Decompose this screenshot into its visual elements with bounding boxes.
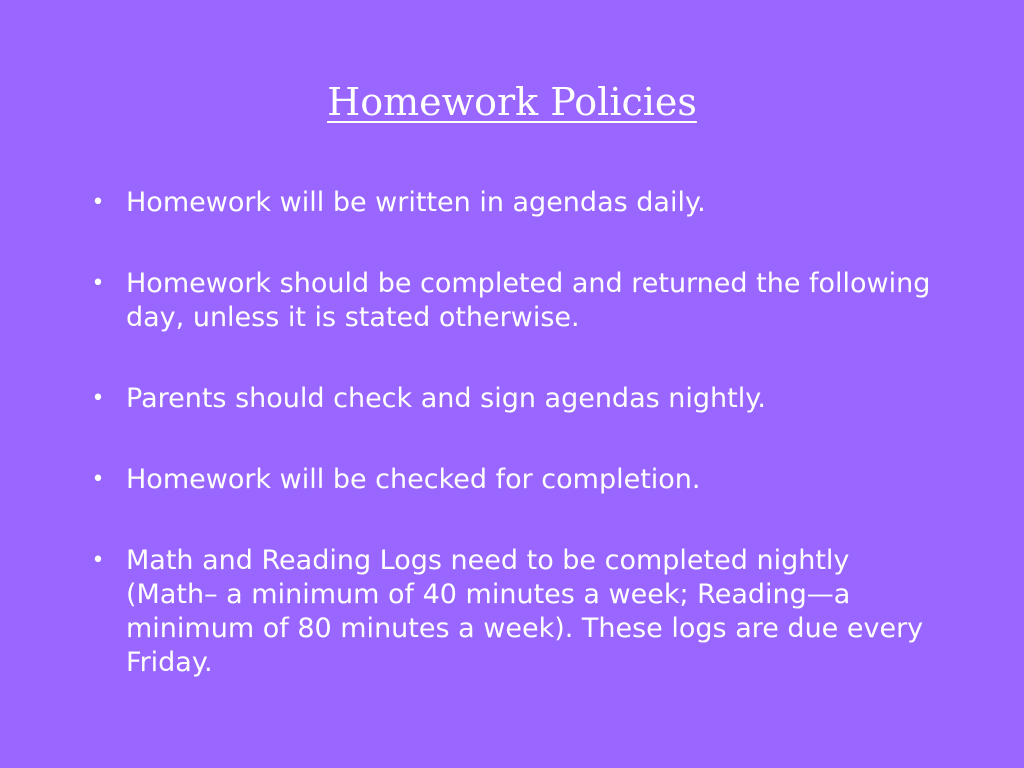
bullet-icon: •	[91, 271, 105, 296]
list-item	[88, 463, 948, 497]
list-item	[88, 544, 948, 680]
list-item-text: Math and Reading Logs need to be completed nightly (Math– a minimum of 40 minutes a week; Reading—a minimum of 80 minutes a week). These logs are due every Friday.	[126, 545, 924, 678]
list-item-text: Homework should be completed and returned the following day, unless it is stated otherwise.	[126, 268, 931, 333]
page-title	[0, 78, 1024, 126]
list-item	[88, 186, 948, 220]
bullet-icon: •	[91, 467, 105, 492]
bullet-icon: •	[91, 548, 105, 573]
bullet-list	[88, 186, 948, 727]
list-item	[88, 382, 948, 416]
list-item	[88, 267, 948, 335]
list-item-text: Homework will be written in agendas daily.	[126, 187, 706, 218]
list-item-text: Parents should check and sign agendas nightly.	[126, 383, 766, 414]
bullet-icon: •	[91, 190, 105, 215]
list-item-text: Homework will be checked for completion.	[126, 464, 701, 495]
page-title-text: Homework Policies	[327, 80, 697, 124]
bullet-icon: •	[91, 386, 105, 411]
